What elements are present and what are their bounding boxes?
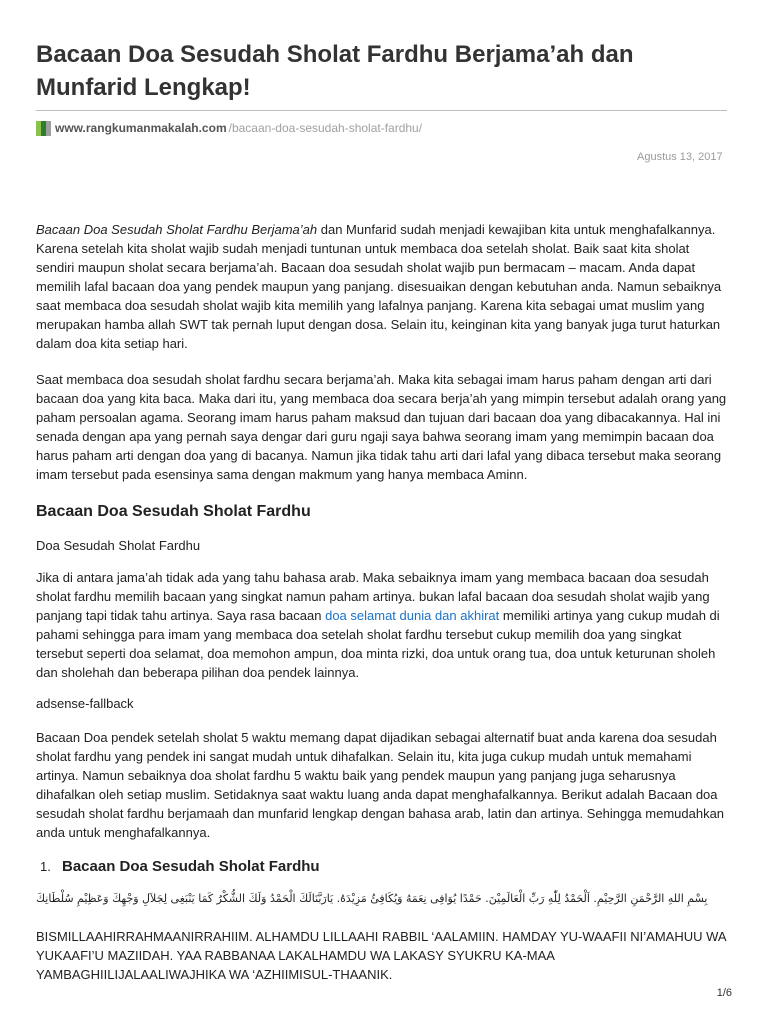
source-path-link[interactable]: /bacaan-doa-sesudah-sholat-fardhu/ — [228, 121, 423, 135]
section-paragraph-1-text: Jika di antara jama’ah tidak ada yang tahu bahasa arab. Maka sebaiknya imam yang membaca bacaan doa sesudah sholat fardhu memilih bacaan yang singkat namun paham artinya. bukan lafal bacaan doa sesudah sholat wajib yang panjang tapi tidak tahu artinya. Saya rasa bacaan — [36, 570, 710, 623]
publish-date: Agustus 13, 2017 — [637, 151, 723, 163]
section-paragraph-1-text-end: memiliki artinya yang cukup mudah di pahami sehingga para imam yang membaca doa setelah sholat fardhu tersebut cukup memilih doa yang singkat tersebut seperti doa selamat, doa memohon ampun, doa minta rizki, doa untuk orang tua, doa untuk keturunan sholeh dan sholehah dan beberapa pilihan doa pendek lainnya. — [36, 608, 720, 680]
list-item — [36, 858, 320, 875]
site-favicon-icon — [36, 121, 51, 136]
section-paragraph-1 — [36, 568, 728, 682]
list-number: 1. — [40, 859, 51, 874]
intro-paragraph-1-text: dan Munfarid sudah menjadi kewajiban kita untuk menghafalkannya. Karena setelah kita sholat wajib sudah menjadi tuntunan untuk membaca doa setelah sholat. Baik saat kita sholat sendiri maupun sholat secara berjama’ah. Bacaan doa sesudah sholat wajib pun bermacam – macam. Anda dapat memilih lafal bacaan doa yang pendek maupun yang panjang. disesuaikan dengan kebutuhan anda. Namun sebaiknya saat membaca doa sesudah sholat wajib kita memilih yang lafalnya panjang. Karena kita sebagai umat muslim yang merupakan hamba allah SWT tak pernah luput dengan dosa. Selain itu, keinginan kita yang banyak juga turut haturkan dalam doa kita setiap hari. — [36, 222, 722, 351]
intro-paragraph-1 — [36, 220, 728, 353]
adsense-fallback-text: adsense-fallback — [36, 696, 134, 711]
source-line — [36, 119, 422, 137]
intro-paragraph-2: Saat membaca doa sesudah sholat fardhu secara berjama’ah. Maka kita sebagai imam harus paham dengan arti dari bacaan doa yang kita baca. Maka dari itu, yang membaca doa secara berja’ah yang mimpin tersebut adalah orang yang paham persoalan agama. Seorang imam harus paham maksud dan tujuan dari bacaan doa yang dibacakannya. Hal ini senada dengan apa yang pernah saya dengar dari guru ngaji saya bahwa seorang imam yang memimpin bacaan doa harus paham arti dengan doa yang di bacanya. Namun jika tidak tahu arti dari lafal yang dibaca tersebut maka seorang imam tersebut pada esensinya sama dengan makmum yang hanya membaca Aminn. — [36, 372, 727, 482]
title-divider — [36, 110, 727, 111]
section-heading: Bacaan Doa Sesudah Sholat Fardhu — [36, 503, 311, 520]
source-domain-link[interactable]: www.rangkumanmakalah.com — [55, 121, 227, 135]
section-paragraph-2: Bacaan Doa pendek setelah sholat 5 waktu memang dapat dijadikan sebagai alternatif buat anda karena doa sesudah sholat fardhu yang pendek ini sangat mudah untuk dihafalkan. Selain itu, kita juga cukup mudah untuk memahami artinya. Namun sebaiknya doa sholat fardhu 5 waktu baik yang pendek maupun yang panjang juga seharusnya dihafalkan oleh setiap muslim. Setidaknya saat waktu luang anda dapat menghafalkannya. Berikut adalah Bacaan doa sesudah sholat fardhu berjamaah dan munfarid lengkap dengan bahasa arab, latin dan artinya. Sehingga memudahkan anda untuk menghafalkannya. — [36, 730, 725, 840]
arabic-prayer-text: بِسْمِ اللهِ الرَّحْمَنِ الرَّحِيْمِ. اَلْحَمْدُ لِلّٰهِ رَبِّ الْعَالَمِيْنَ. حَمْدًا يُوَافِى نِعَمَهُ وَيُكَافِئُ مَزِيْدَهُ. يَارَبَّنَالَكَ الْحَمْدُ وَلَكَ الشُّكْرُ كَمَا يَنْبَغِى لِجَلاَلِ وَجْهِكَ وَعَظِيْمِ سُلْطَانِكَ — [36, 892, 708, 905]
intro-emphasis: Bacaan Doa Sesudah Sholat Fardhu Berjama’ah — [36, 222, 318, 237]
page-number: 1/6 — [716, 987, 732, 999]
latin-transliteration: BISMILLAAHIRRAHMAANIRRAHIIM. ALHAMDU LILLAAHI RABBIL ‘AALAMIIN. HAMDAY YU-WAAFII NI’AMAHUU WA YUKAAFI’U MAZIIDAH. YAA RABBANAA LAKALHAMDU WA LAKASY SYUKRU KA-MAA YAMBAGHIILIJALAALIWAJHIKA WA ‘AZHIIMISUL-THAANIK. — [36, 929, 726, 982]
image-caption: Doa Sesudah Sholat Fardhu — [36, 538, 201, 553]
doa-selamat-link[interactable]: doa selamat dunia dan akhirat — [325, 608, 500, 623]
page-title: Bacaan Doa Sesudah Sholat Fardhu Berjama’ah dan Munfarid Lengkap! — [36, 41, 634, 101]
list-item-heading: Bacaan Doa Sesudah Sholat Fardhu — [62, 858, 320, 875]
